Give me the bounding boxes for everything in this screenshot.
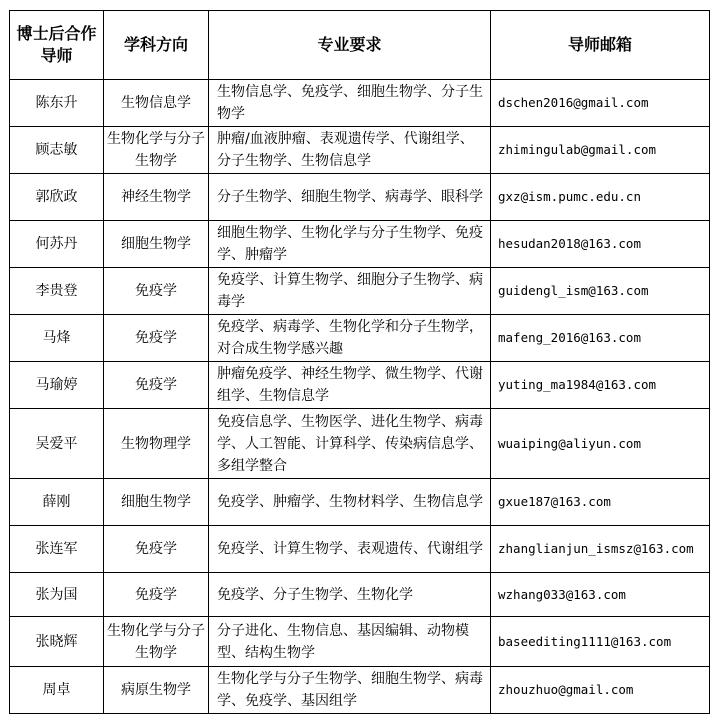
mentor-name: 陈东升 (10, 80, 104, 127)
mentor-email: zhimingulab@gmail.com (491, 127, 710, 174)
table-row (10, 617, 710, 667)
mentor-name: 吴爱平 (10, 409, 104, 479)
table-row (10, 409, 710, 479)
major-requirement: 免疫信息学、生物医学、进化生物学、病毒学、人工智能、计算科学、传染病信息学、多组学整合 (209, 409, 491, 479)
mentor-name: 郭欣政 (10, 174, 104, 221)
mentor-name: 张连军 (10, 526, 104, 573)
major-requirement: 免疫学、病毒学、生物化学和分子生物学，对合成生物学感兴趣 (209, 315, 491, 362)
header-direction: 学科方向 (104, 11, 209, 80)
discipline-direction: 生物化学与分子生物学 (104, 127, 209, 174)
mentor-email: dschen2016@gmail.com (491, 80, 710, 127)
major-requirement: 免疫学、计算生物学、表观遗传、代谢组学 (209, 526, 491, 573)
mentor-email: hesudan2018@163.com (491, 221, 710, 268)
mentor-name: 马瑜婷 (10, 362, 104, 409)
table-row (10, 573, 710, 617)
major-requirement: 分子生物学、细胞生物学、病毒学、眼科学 (209, 174, 491, 221)
table-row (10, 526, 710, 573)
discipline-direction: 神经生物学 (104, 174, 209, 221)
mentor-name: 顾志敏 (10, 127, 104, 174)
table-row (10, 174, 710, 221)
discipline-direction: 免疫学 (104, 573, 209, 617)
header-email: 导师邮箱 (491, 11, 710, 80)
table-row (10, 479, 710, 526)
mentor-email: guidengl_ism@163.com (491, 268, 710, 315)
mentor-email: zhanglianjun_ismsz@163.com (491, 526, 710, 573)
table-row (10, 362, 710, 409)
mentor-name: 张为国 (10, 573, 104, 617)
discipline-direction: 细胞生物学 (104, 479, 209, 526)
major-requirement: 分子进化、生物信息、基因编辑、动物模型、结构生物学 (209, 617, 491, 667)
major-requirement: 免疫学、肿瘤学、生物材料学、生物信息学 (209, 479, 491, 526)
table-row (10, 268, 710, 315)
mentor-name: 何苏丹 (10, 221, 104, 268)
mentor-table (9, 10, 710, 714)
mentor-email: wuaiping@aliyun.com (491, 409, 710, 479)
major-requirement: 肿瘤/血液肿瘤、表观遗传学、代谢组学、分子生物学、生物信息学 (209, 127, 491, 174)
major-requirement: 免疫学、计算生物学、细胞分子生物学、病毒学 (209, 268, 491, 315)
mentor-name: 张晓辉 (10, 617, 104, 667)
discipline-direction: 免疫学 (104, 526, 209, 573)
mentor-email: gxz@ism.pumc.edu.cn (491, 174, 710, 221)
header-mentor: 博士后合作导师 (10, 11, 104, 80)
mentor-name: 马烽 (10, 315, 104, 362)
discipline-direction: 病原生物学 (104, 667, 209, 714)
discipline-direction: 免疫学 (104, 315, 209, 362)
mentor-email: baseediting1111@163.com (491, 617, 710, 667)
mentor-email: yuting_ma1984@163.com (491, 362, 710, 409)
mentor-email: wzhang033@163.com (491, 573, 710, 617)
discipline-direction: 免疫学 (104, 362, 209, 409)
mentor-email: mafeng_2016@163.com (491, 315, 710, 362)
table-row (10, 221, 710, 268)
mentor-name: 薛刚 (10, 479, 104, 526)
header-row (10, 11, 710, 80)
mentor-name: 李贵登 (10, 268, 104, 315)
major-requirement: 生物信息学、免疫学、细胞生物学、分子生物学 (209, 80, 491, 127)
discipline-direction: 免疫学 (104, 268, 209, 315)
mentor-name: 周卓 (10, 667, 104, 714)
table-row (10, 315, 710, 362)
major-requirement: 肿瘤免疫学、神经生物学、微生物学、代谢组学、生物信息学 (209, 362, 491, 409)
table-row (10, 667, 710, 714)
discipline-direction: 细胞生物学 (104, 221, 209, 268)
table-row (10, 127, 710, 174)
major-requirement: 生物化学与分子生物学、细胞生物学、病毒学、免疫学、基因组学 (209, 667, 491, 714)
table-row (10, 80, 710, 127)
major-requirement: 细胞生物学、生物化学与分子生物学、免疫学、肿瘤学 (209, 221, 491, 268)
major-requirement: 免疫学、分子生物学、生物化学 (209, 573, 491, 617)
discipline-direction: 生物信息学 (104, 80, 209, 127)
discipline-direction: 生物物理学 (104, 409, 209, 479)
mentor-email: gxue187@163.com (491, 479, 710, 526)
header-requirement: 专业要求 (209, 11, 491, 80)
mentor-email: zhouzhuo@gmail.com (491, 667, 710, 714)
discipline-direction: 生物化学与分子生物学 (104, 617, 209, 667)
